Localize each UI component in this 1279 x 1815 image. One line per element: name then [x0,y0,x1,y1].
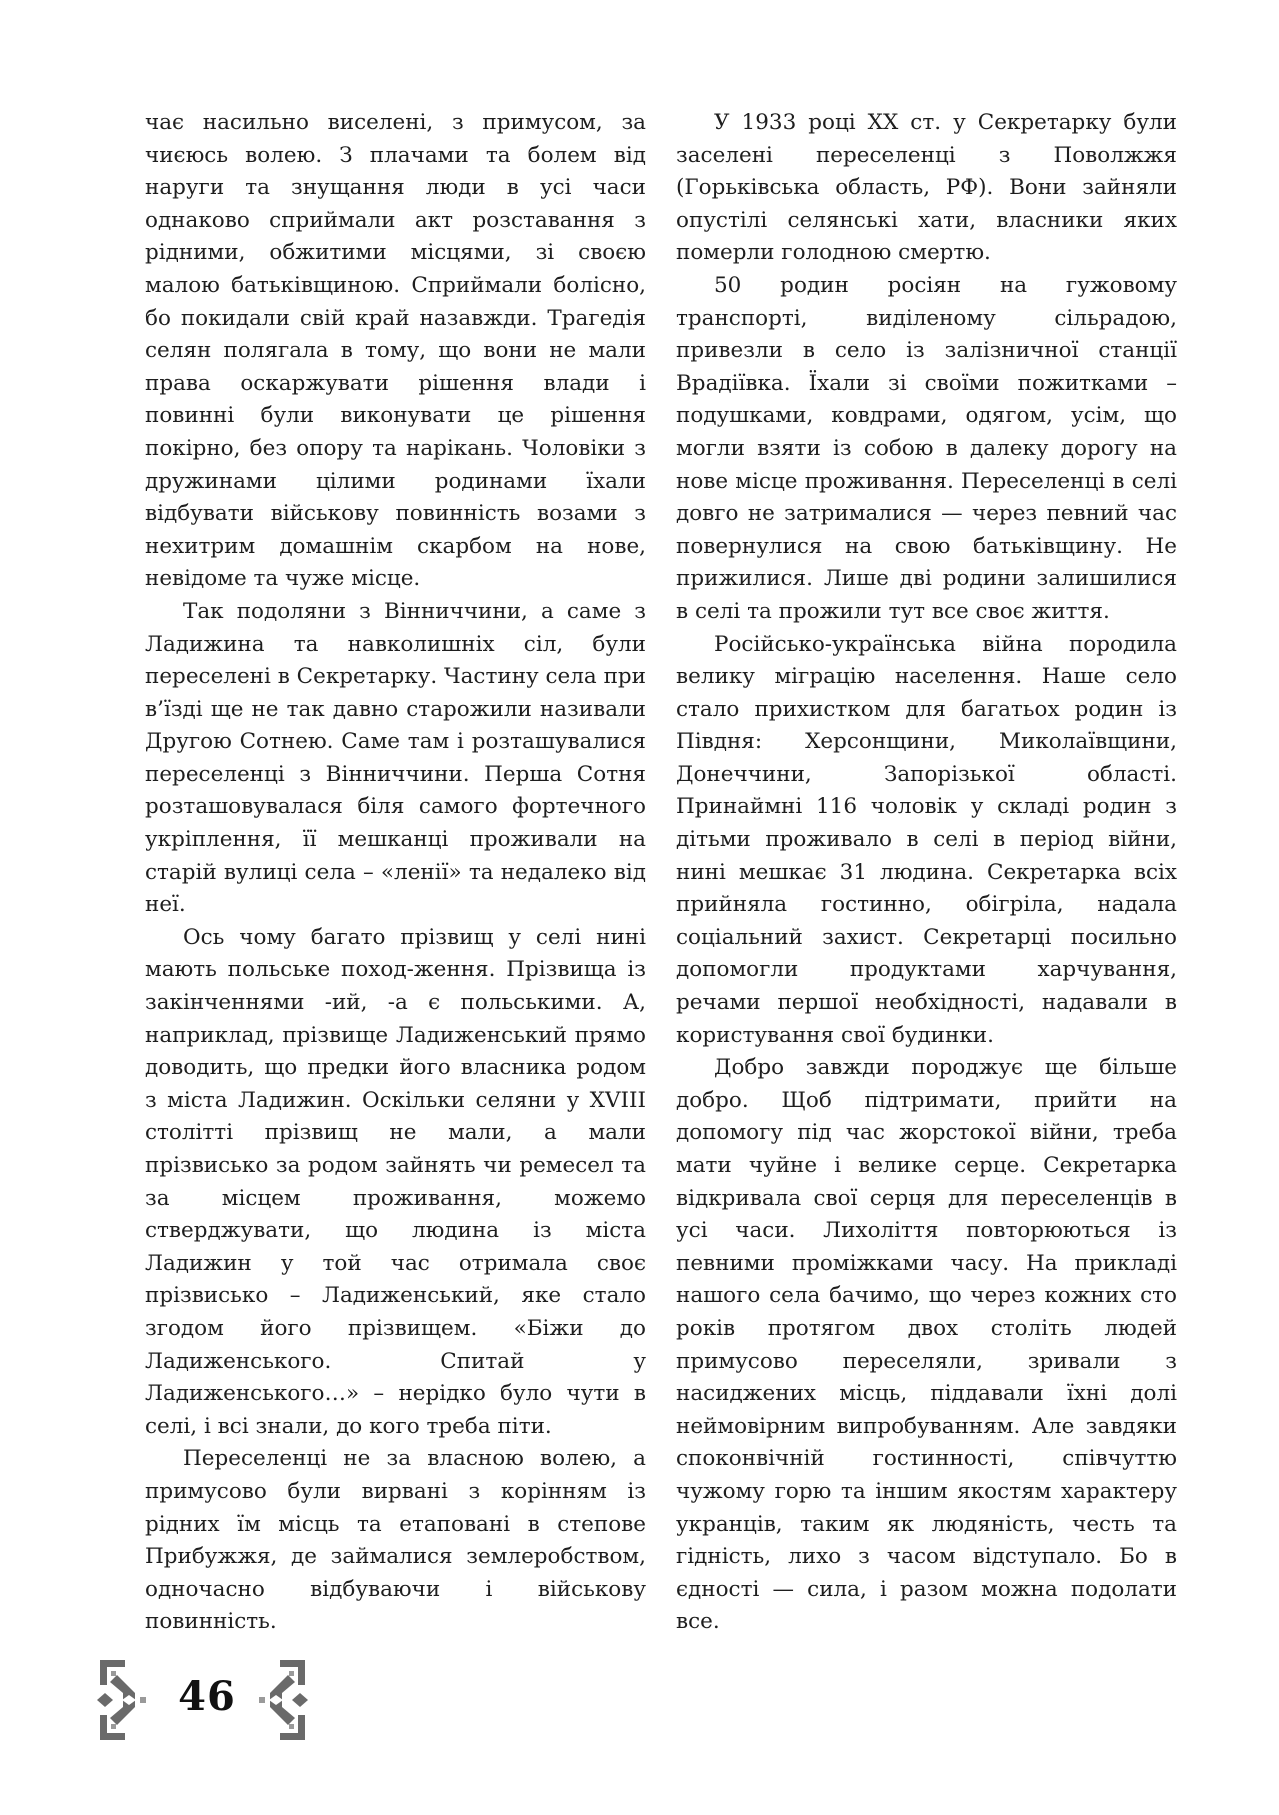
paragraph: Ось чому багато прізвищ у селі нині мають польське поход-ження. Прізвища із закінченнями -ий, -а є польськими. А, наприклад, прізвище Ладиженський прямо доводить, що предки його власника родом з міста Ладижин. Оскільки селяни у XVIII столітті прізвищ не мали, а мали прізвисько за родом зайнять чи ремесел та за місцем проживання, можемо стверджувати, що людина із міста Ладижин у той час отримала своє прізвисько – Ладиженський, яке стало згодом його прізвищем. «Біжи до Ладиженського. Спитай у Ладиженського…» – нерідко було чути в селі, і всі знали, до кого треба піти. [145,924,646,1439]
paragraph: Добро завжди породжує ще більше добро. Щоб підтримати, прийти на допомогу під час жорстокої війни, треба мати чуйне і велике серце. Секретарка відкривала свої серця для переселенців в усі часи. Лихоліття повторюються із певними проміжками часу. На прикладі нашого села бачимо, що через кожних сто років протягом двох століть людей примусово переселяли, зривали з насиджених місць, піддавали їхні долі неймовірним випробуванням. Але завдяки споконвічній гостинності, співчуттю чужому горю та іншим якостям характеру укранців, таким як людяність, честь та гідність, лихо з часом відступало. Бо в єдності — сила, і разом можна подолати все. [676,1055,1177,1635]
paragraph: Переселенці не за власною волею, а примусово були вирвані з корінням із рідних їм місць та етаповані в степове Прибужжя, де займалися землеробством, одночасно відбуваючи і військову повинність. [145,1446,646,1635]
page-footer [95,1655,315,1745]
paragraph: У 1933 році XX ст. у Секретарку були заселені переселенці з Поволжжя (Горьківська область, РФ). Вони зайняли опустілі селянські хати, власники яких померли голодною смертю. [676,110,1177,266]
paragraph: Так подоляни з Вінниччини, а саме з Ладижина та навколишніх сіл, були переселені в Секретарку. Частину села при в’їзді ще не так давно старожили називали Другою Сотнею. Саме там і розташувалися переселенці з Вінниччини. Перша Сотня розташовувалася біля самого фортечного укріплення, її мешканці проживали на старій вулиці села – «ленії» та недалеко від неї. [145,598,647,918]
embroidery-ornament-icon [250,1655,310,1745]
paragraph: 50 родин росіян на гужовому транспорті, виділеному сільрадою, привезли в село із залізничної станції Врадіївка. Їхали зі своїми пожитками – подушками, ковдрами, одягом, усім, що могли взяти із собою в далеку дорогу на нове місце проживання. Переселенці в селі довго не затрималися — через певний час повернулися на свою батьківщину. Не прижилися. Лише дві родини залишилися в селі та прожили тут все своє життя. [676,272,1177,624]
page-number: 46 [178,1673,236,1720]
paragraph: чає насильно виселені, з примусом, за чиєюсь волею. З плачами та болем від наруги та знущання люди в усі часи однаково сприймали акт розставання з рідними, обжитими місцями, зі своєю малою батьківщиною. Сприймали болісно, бо покидали свій край назавжди. Трагедія селян полягала в тому, що вони не мали права оскаржувати рішення влади і повинні були виконувати це рішення покірно, без опору та нарікань. Чоловіки з дружинами цілими родинами їхали відбувати військову повинність возами з нехитрим домашнім скарбом на нове, невідоме та чуже місце. [145,110,646,592]
paragraph: Російсько-українська війна породила велику міграцію населення. Наше село стало прихистком для багатьох родин із Півдня: Херсонщини, Миколаївщини, Донеччини, Запорізької області. Принаймні 116 чоловік у складі родин з дітьми проживало в селі в період війни, нині мешкає 31 людина. Секретарка всіх прийняла гостинно, обігріла, надала соціальний захист. Секретарці посильно допомогли продуктами харчування, речами першої необхідності, надавали в користування свої будинки. [676,631,1177,1048]
embroidery-ornament-icon [95,1655,155,1745]
left-text-column [145,107,646,1639]
right-text-column [676,107,1177,1639]
